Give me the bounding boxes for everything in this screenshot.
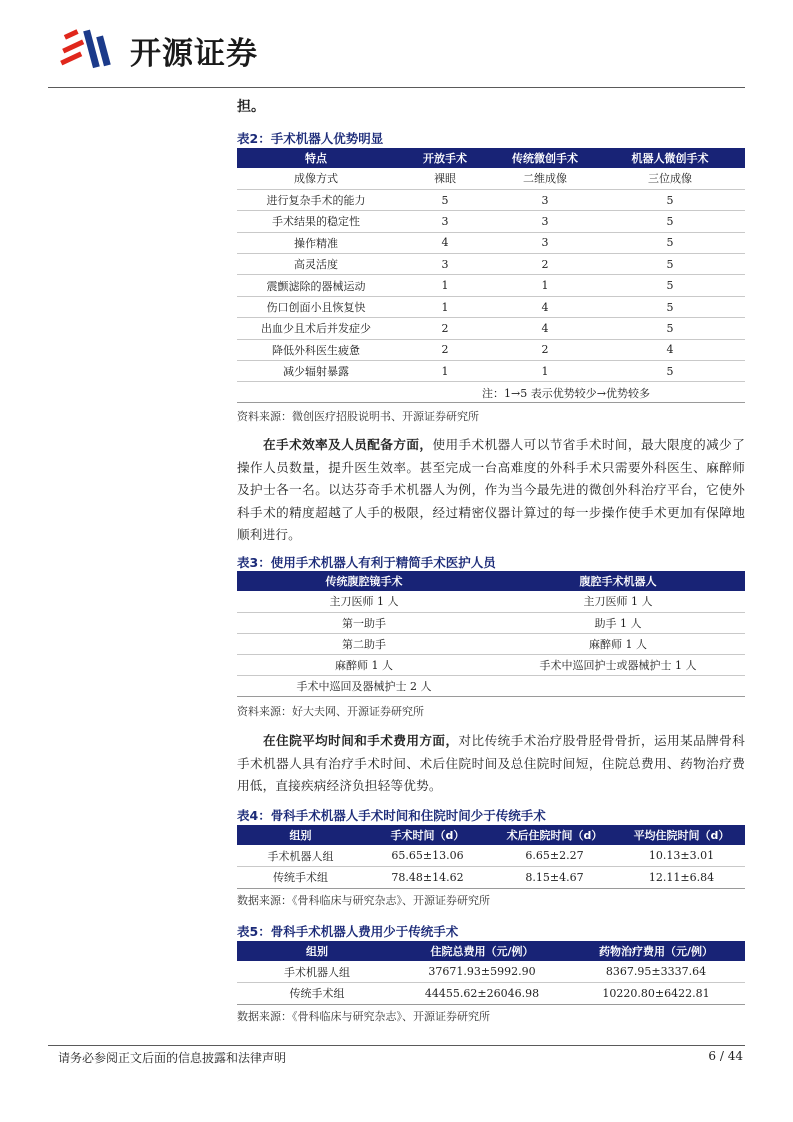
intro-text: 担。 xyxy=(237,99,265,115)
table-cell: 出血少且术后并发症少 xyxy=(237,318,395,339)
table-cell: 第二助手 xyxy=(237,633,491,654)
table5-source: 数据来源：《骨科临床与研究杂志》、开源证券研究所 xyxy=(237,1010,490,1023)
table-row xyxy=(237,867,745,889)
footer-divider xyxy=(48,1045,745,1046)
paragraph-lead: 在住院平均时间和手术费用方面， xyxy=(263,733,459,748)
table-cell: 5 xyxy=(595,296,745,317)
table-cell: 44455.62±26046.98 xyxy=(397,983,567,1005)
table-cell: 第一助手 xyxy=(237,612,491,633)
table-row xyxy=(237,254,745,275)
table5-header-row xyxy=(237,941,745,961)
table-cell: 手术结果的稳定性 xyxy=(237,211,395,232)
table-cell: 三位成像 xyxy=(595,168,745,189)
table-row xyxy=(237,339,745,360)
table-cell: 2 xyxy=(495,339,595,360)
table-row xyxy=(237,296,745,317)
logo-mark-icon xyxy=(58,26,120,74)
table2-note-row xyxy=(237,382,745,403)
table-cell: 裸眼 xyxy=(395,168,495,189)
table3-header: 腹腔手术机器人 xyxy=(491,571,745,591)
table3-header: 传统腹腔镜手术 xyxy=(237,571,491,591)
table-cell: 主刀医师 1 人 xyxy=(491,591,745,612)
table3-source: 资料来源：好大夫网、开源证券研究所 xyxy=(237,705,424,718)
table-cell: 2 xyxy=(495,254,595,275)
table-row xyxy=(237,612,745,633)
table-cell: 5 xyxy=(595,318,745,339)
table-cell: 4 xyxy=(495,296,595,317)
table-row xyxy=(237,961,745,983)
table4-header: 手术时间（d） xyxy=(364,825,491,845)
table-row xyxy=(237,983,745,1005)
paragraph-body: 对比传统手术治疗股骨胫骨骨折，运用某品牌骨科手术机器人具有治疗手术时间、术后住院时间及总住院时间短，住院总费用、药物治疗费用低，直接疾病经济负担轻等优势。 xyxy=(237,733,745,793)
table-cell: 进行复杂手术的能力 xyxy=(237,189,395,210)
table-cell: 麻醉师 1 人 xyxy=(237,655,491,676)
table4-source: 数据来源：《骨科临床与研究杂志》、开源证券研究所 xyxy=(237,894,490,907)
table4-header: 平均住院时间（d） xyxy=(618,825,745,845)
table-cell: 助手 1 人 xyxy=(491,612,745,633)
table-cell: 1 xyxy=(495,275,595,296)
table-cell: 主刀医师 1 人 xyxy=(237,591,491,612)
table-cell: 3 xyxy=(495,211,595,232)
table2-title: 表2：手术机器人优势明显 xyxy=(237,131,384,146)
table-row xyxy=(237,676,745,697)
paragraph-lead: 在手术效率及人员配备方面， xyxy=(263,437,433,452)
table5-header: 组别 xyxy=(237,941,397,961)
table-cell: 手术机器人组 xyxy=(237,845,364,867)
page-number: 6 / 44 xyxy=(708,1049,743,1063)
table-cell: 3 xyxy=(495,189,595,210)
table-cell: 37671.93±5992.90 xyxy=(397,961,567,983)
table2-note: 注：1→5 表示优势较少→优势较多 xyxy=(482,386,650,400)
table-cell: 4 xyxy=(495,318,595,339)
table-cell: 2 xyxy=(395,318,495,339)
table3-header-row xyxy=(237,571,745,591)
table-cell: 10220.80±6422.81 xyxy=(567,983,745,1005)
table-cell: 减少辐射暴露 xyxy=(237,361,395,382)
table-row xyxy=(237,845,745,867)
table-cell: 5 xyxy=(595,232,745,253)
table2-header: 机器人微创手术 xyxy=(595,148,745,168)
table2-header: 传统微创手术 xyxy=(495,148,595,168)
table-row xyxy=(237,633,745,654)
table2-header: 特点 xyxy=(237,148,395,168)
table-cell: 78.48±14.62 xyxy=(364,867,491,889)
table-cell: 5 xyxy=(595,211,745,232)
table-cell: 震颤滤除的器械运动 xyxy=(237,275,395,296)
table2-header: 开放手术 xyxy=(395,148,495,168)
table-cell: 1 xyxy=(395,361,495,382)
table-row xyxy=(237,318,745,339)
table-cell: 手术中巡回及器械护士 2 人 xyxy=(237,676,491,697)
table-cell: 伤口创面小且恢复快 xyxy=(237,296,395,317)
footer-disclaimer: 请务必参阅正文后面的信息披露和法律声明 xyxy=(58,1051,287,1065)
table-row xyxy=(237,361,745,382)
table5-title: 表5：骨科手术机器人费用少于传统手术 xyxy=(237,924,459,939)
table-cell: 5 xyxy=(395,189,495,210)
table-cell: 65.65±13.06 xyxy=(364,845,491,867)
table4-header: 术后住院时间（d） xyxy=(491,825,618,845)
table-cell: 10.13±3.01 xyxy=(618,845,745,867)
table3-title: 表3：使用手术机器人有利于精简手术医护人员 xyxy=(237,555,496,570)
table4-header-row xyxy=(237,825,745,845)
table-row xyxy=(237,232,745,253)
table-row xyxy=(237,655,745,676)
table-cell: 2 xyxy=(395,339,495,360)
table-row xyxy=(237,211,745,232)
table-cell: 麻醉师 1 人 xyxy=(491,633,745,654)
table-cell: 8367.95±3337.64 xyxy=(567,961,745,983)
table5 xyxy=(237,941,745,1005)
table-cell: 6.65±2.27 xyxy=(491,845,618,867)
table-cell: 传统手术组 xyxy=(237,983,397,1005)
table2-bottom-rule xyxy=(237,402,745,403)
table-cell: 3 xyxy=(495,232,595,253)
paragraph-efficiency xyxy=(237,434,745,547)
table-cell: 高灵活度 xyxy=(237,254,395,275)
table-cell: 操作精准 xyxy=(237,232,395,253)
table-cell: 4 xyxy=(595,339,745,360)
table5-header: 住院总费用（元/例） xyxy=(397,941,567,961)
table2-header-row xyxy=(237,148,745,168)
table-cell: 5 xyxy=(595,361,745,382)
table-cell: 传统手术组 xyxy=(237,867,364,889)
table-cell: 4 xyxy=(395,232,495,253)
table-cell: 1 xyxy=(395,275,495,296)
company-name: 开源证券 xyxy=(130,36,258,72)
table4-header: 组别 xyxy=(237,825,364,845)
table-cell: 成像方式 xyxy=(237,168,395,189)
table-cell: 1 xyxy=(495,361,595,382)
table-cell: 8.15±4.67 xyxy=(491,867,618,889)
paragraph-cost xyxy=(237,730,745,798)
table-cell: 降低外科医生疲惫 xyxy=(237,339,395,360)
table-row xyxy=(237,591,745,612)
table-cell: 5 xyxy=(595,254,745,275)
table2-source: 资料来源：微创医疗招股说明书、开源证券研究所 xyxy=(237,410,479,423)
table-cell: 5 xyxy=(595,189,745,210)
table-cell: 手术中巡回护士或器械护士 1 人 xyxy=(491,655,745,676)
table4 xyxy=(237,825,745,889)
table2 xyxy=(237,148,745,403)
table-cell: 3 xyxy=(395,254,495,275)
table-row xyxy=(237,168,745,189)
table-cell: 手术机器人组 xyxy=(237,961,397,983)
table-cell: 1 xyxy=(395,296,495,317)
table5-header: 药物治疗费用（元/例） xyxy=(567,941,745,961)
table-cell: 3 xyxy=(395,211,495,232)
table-cell: 12.11±6.84 xyxy=(618,867,745,889)
table-cell xyxy=(491,676,745,697)
paragraph-body: 使用手术机器人可以节省手术时间，最大限度的减少了操作人员数量，提升医生效率。甚至完成一台高难度的外科手术只需要外科医生、麻醉师及护士各一名。以达芬奇手术机器人为例，作为当今最先进的微创外科治疗平台，它使外科手术的精度超越了人手的极限，经过精密仪器计算过的每一步操作使手术更加有保障地顺利进行。 xyxy=(237,437,745,542)
table4-title: 表4：骨科手术机器人手术时间和住院时间少于传统手术 xyxy=(237,808,546,823)
header-divider xyxy=(48,87,745,88)
table-row xyxy=(237,275,745,296)
table-cell: 二维成像 xyxy=(495,168,595,189)
table3 xyxy=(237,571,745,697)
table-row xyxy=(237,189,745,210)
table-cell: 5 xyxy=(595,275,745,296)
company-logo xyxy=(58,26,318,74)
